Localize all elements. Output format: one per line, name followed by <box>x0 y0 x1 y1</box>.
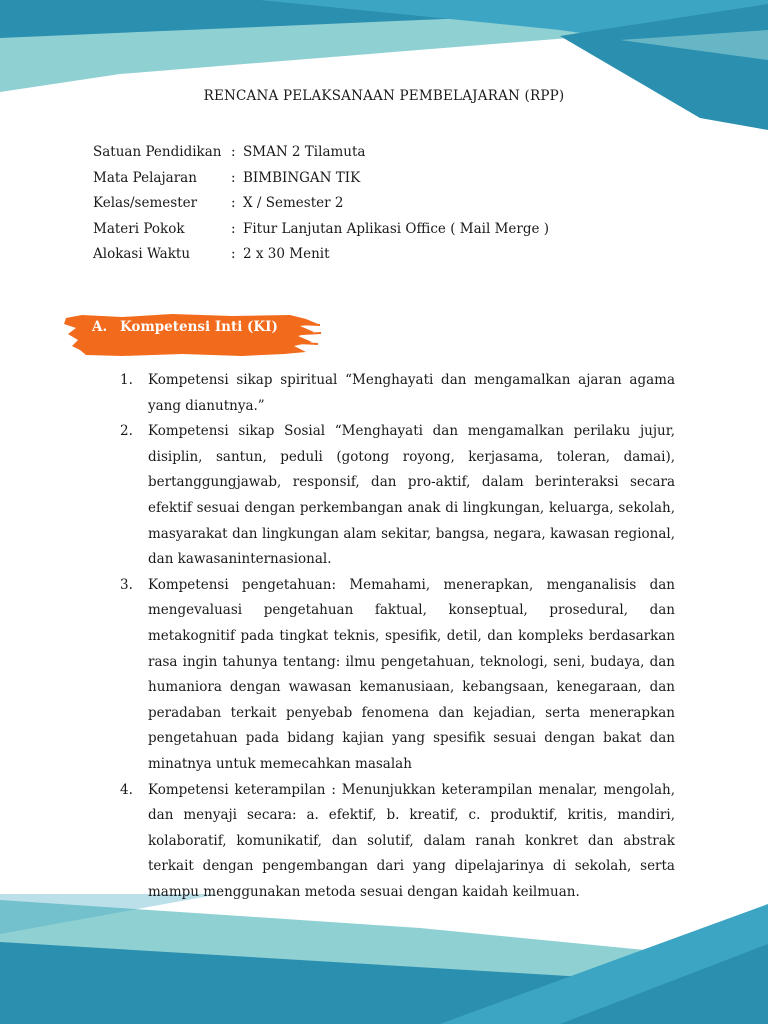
list-item <box>120 573 675 778</box>
info-label: Mata Pelajaran <box>93 169 197 186</box>
info-value: SMAN 2 Tilamuta <box>243 144 366 160</box>
list-item-number: 3. <box>120 576 133 593</box>
info-table <box>93 140 549 268</box>
section-banner <box>62 312 322 358</box>
info-row-kelas-semester <box>93 191 549 217</box>
info-label: Kelas/semester <box>93 195 198 212</box>
info-row-materi-pokok <box>93 217 549 243</box>
info-colon: : <box>231 220 236 237</box>
info-colon: : <box>231 246 236 263</box>
info-value: Fitur Lanjutan Aplikasi Office ( Mail Merge ) <box>243 220 550 237</box>
info-value: X / Semester 2 <box>243 195 344 212</box>
list-item <box>120 778 675 906</box>
info-value: 2 x 30 Menit <box>243 246 330 263</box>
footer-decoration <box>0 894 768 1024</box>
list-item-text: Kompetensi sikap spiritual “Menghayati dan mengamalkan ajaran agama yang dianutnya.” <box>148 372 675 414</box>
list-item-number: 2. <box>120 423 133 440</box>
list-item <box>120 368 675 419</box>
list-item <box>120 419 675 573</box>
list-item-number: 4. <box>120 781 133 798</box>
info-row-satuan-pendidikan <box>93 140 549 166</box>
document-title: RENCANA PELAKSANAAN PEMBELAJARAN (RPP) <box>203 88 565 104</box>
list-item-text: Kompetensi pengetahuan: Memahami, menerapkan, menganalisis dan mengevaluasi pengetahuan faktual, konseptual, prosedural, dan metakognitif pada tingkat teknis, spesifik, detil, dan kompleks berdasarkan rasa ingin tahunya tentang: ilmu pengetahuan, teknologi, seni, budaya, dan humaniora dengan wawasan kemanusiaan, kebangsaan, kenegaraan, dan peradaban terkait penyebab fenomena dan kejadian, serta menerapkan pengetahuan pada bidang kajian yang spesifik sesuai dengan bakat dan minatnya untuk memecahkan masalah <box>148 576 675 772</box>
info-row-mata-pelajaran <box>93 166 549 192</box>
info-label: Satuan Pendidikan <box>93 144 222 160</box>
header-decoration <box>0 0 768 130</box>
info-colon: : <box>231 144 236 160</box>
info-colon: : <box>231 169 236 186</box>
info-label: Alokasi Waktu <box>93 246 191 263</box>
section-heading <box>92 319 278 335</box>
list-item-text: Kompetensi sikap Sosial “Menghayati dan mengamalkan perilaku jujur, disiplin, santun, peduli (gotong royong, kerjasama, toleran, damai), bertanggungjawab, responsif, dan pro-aktif, dalam berinteraksi secara efektif sesuai dengan perkembangan anak di lingkungan, keluarga, sekolah, masyarakat dan lingkungan alam sekitar, bangsa, negara, kawasan regional, dan kawasaninternasional. <box>148 423 675 568</box>
section-title: Kompetensi Inti (KI) <box>120 319 278 335</box>
info-value: BIMBINGAN TIK <box>243 169 361 186</box>
info-colon: : <box>231 195 236 212</box>
list-item-number: 1. <box>120 372 133 388</box>
competency-list <box>120 368 675 905</box>
info-row-alokasi-waktu <box>93 242 549 268</box>
info-label: Materi Pokok <box>93 220 185 237</box>
section-letter: A. <box>92 319 108 335</box>
list-item-text: Kompetensi keterampilan : Menunjukkan keterampilan menalar, mengolah, dan menyaji secara: a. efektif, b. kreatif, c. produktif, kritis, mandiri, kolaboratif, komunikatif, dan solutif, dalam ranah konkret dan abstrak terkait dengan pengembangan dari yang dipelajarinya di sekolah, serta mampu menggunakan metoda sesuai dengan kaidah keilmuan. <box>148 781 675 900</box>
